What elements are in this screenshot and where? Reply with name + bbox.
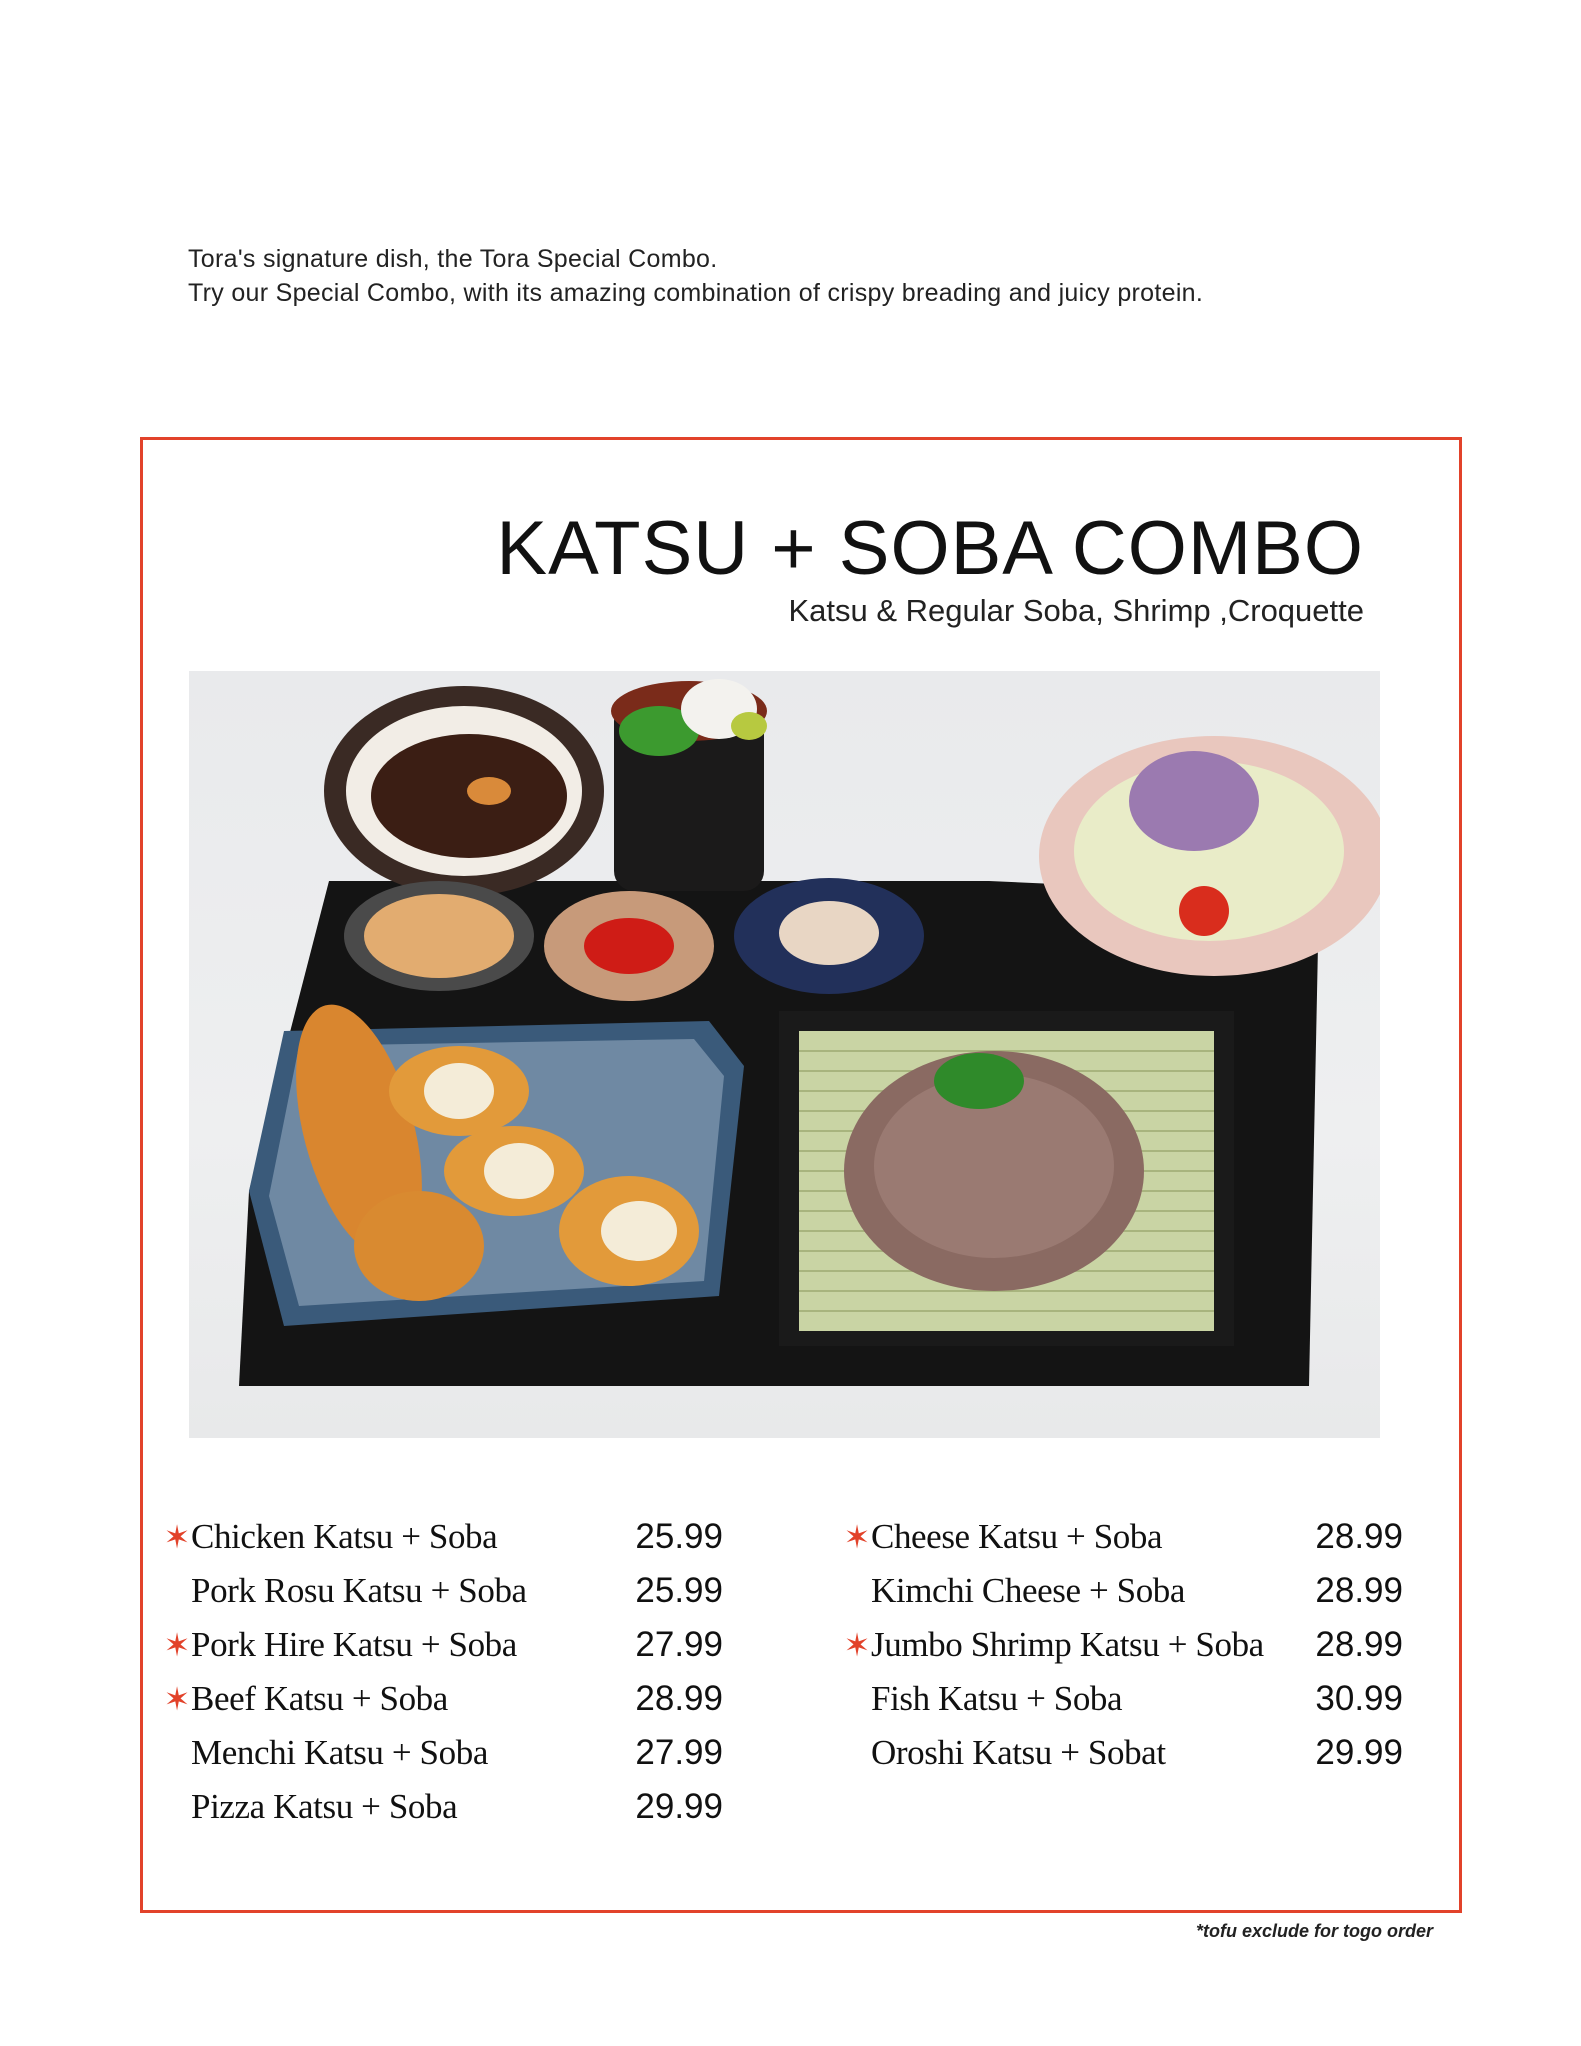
menu-item-name: Menchi Katsu + Soba [191, 1733, 488, 1772]
menu-item-name: Pork Rosu Katsu + Soba [191, 1571, 527, 1610]
combo-photo [189, 671, 1380, 1438]
menu-item-name: Oroshi Katsu + Sobat [871, 1733, 1166, 1772]
star-icon: ✶ [843, 1627, 871, 1663]
menu-item-price: 29.99 [635, 1787, 723, 1826]
menu-item-price: 29.99 [1315, 1733, 1403, 1772]
menu-item [163, 1510, 763, 1564]
star-icon: ✶ [163, 1681, 191, 1717]
menu-item [843, 1672, 1443, 1726]
menu-item-name: Beef Katsu + Soba [191, 1679, 448, 1718]
menu-item [163, 1618, 763, 1672]
menu-item [163, 1726, 763, 1780]
menu-item [843, 1510, 1443, 1564]
menu-item-price: 28.99 [1315, 1625, 1403, 1664]
menu-item [843, 1726, 1443, 1780]
menu-item-name: Cheese Katsu + Soba [871, 1517, 1163, 1556]
section-subtitle: Katsu & Regular Soba, Shrimp ,Croquette [788, 593, 1364, 628]
star-icon: ✶ [163, 1519, 191, 1555]
menu-item-name: Fish Katsu + Soba [871, 1679, 1123, 1718]
menu-frame [140, 437, 1462, 1913]
footnote: *tofu exclude for togo order [1195, 1921, 1433, 1941]
menu-item-price: 28.99 [1315, 1517, 1403, 1556]
menu-item-name: Pork Hire Katsu + Soba [191, 1625, 517, 1664]
menu-column-right [843, 1510, 1443, 1780]
menu-item-price: 28.99 [635, 1679, 723, 1718]
menu-item [163, 1780, 763, 1834]
menu-item-price: 28.99 [1315, 1571, 1403, 1610]
menu-item-name: Kimchi Cheese + Soba [871, 1571, 1186, 1610]
combo-photo-illustration [189, 671, 1380, 1438]
menu-item [843, 1564, 1443, 1618]
intro-line-1: Tora's signature dish, the Tora Special Combo. [188, 245, 718, 273]
menu-item-price: 25.99 [635, 1517, 723, 1556]
menu-item-name: Chicken Katsu + Soba [191, 1517, 498, 1556]
intro-text [188, 242, 1388, 310]
menu-item-price: 30.99 [1315, 1679, 1403, 1718]
menu-item-name: Jumbo Shrimp Katsu + Soba [871, 1625, 1264, 1664]
menu-item-price: 27.99 [635, 1733, 723, 1772]
section-title: KATSU + SOBA COMBO [496, 506, 1364, 591]
intro-line-2: Try our Special Combo, with its amazing combination of crispy breading and juicy protein. [188, 279, 1204, 307]
star-icon: ✶ [843, 1519, 871, 1555]
menu-column-left [163, 1510, 763, 1834]
menu-item [163, 1564, 763, 1618]
menu-item-price: 27.99 [635, 1625, 723, 1664]
star-icon: ✶ [163, 1627, 191, 1663]
menu-item [163, 1672, 763, 1726]
menu-item-name: Pizza Katsu + Soba [191, 1787, 458, 1826]
menu-item [843, 1618, 1443, 1672]
menu-item-price: 25.99 [635, 1571, 723, 1610]
